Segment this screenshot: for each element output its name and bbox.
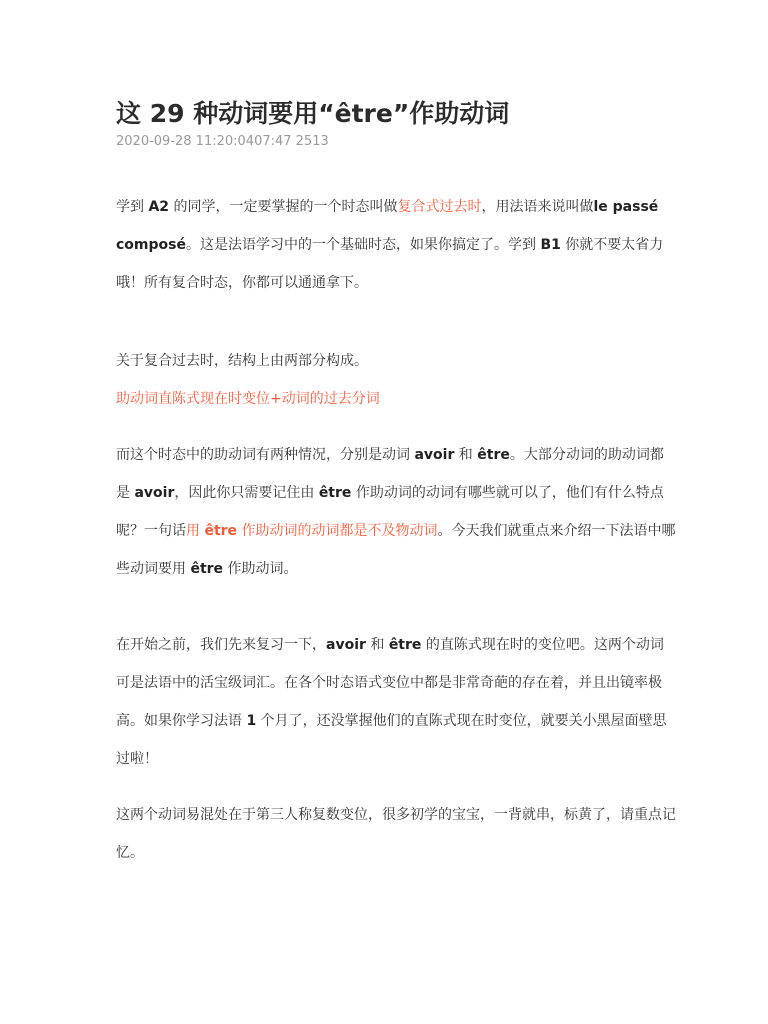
article-title: 这 29 种动词要用“être”作助动词: [116, 99, 510, 128]
term-avoir: avoir: [326, 637, 366, 653]
term-avoir: avoir: [414, 447, 455, 463]
text: ，用法语来说叫做: [481, 199, 594, 215]
level-b1: B1: [540, 237, 561, 253]
article-meta: 2020-09-28 11:20:0407:47 2513: [116, 134, 329, 149]
text: 和: [365, 637, 389, 653]
text: 。今天我们就重点来介绍一下法语中哪些动词要用: [116, 523, 676, 577]
text: 而这个时态中的助动词有两种情况，分别是动词: [116, 447, 415, 463]
term-etre: être: [388, 637, 422, 653]
text: 的直陈式现在时的变位吧。这两个动词可是法语中的活宝级词汇。在各个时态语式变位中都是非常奇葩的存在着，并且出镜率极高。如果你学习法语: [116, 637, 664, 729]
paragraph-note: 这两个动词易混处在于第三人称复数变位，很多初学的宝宝，一背就串，标黄了，请重点记忆。: [116, 807, 676, 861]
text: 在开始之前，我们先来复习一下，: [116, 637, 326, 653]
text: 作助动词。: [223, 561, 298, 577]
level-a2: A2: [148, 199, 170, 215]
term-avoir: avoir: [134, 485, 175, 501]
term-etre: être: [477, 447, 510, 463]
text: 学到: [116, 199, 149, 215]
text: 作助动词的动词都是不及物动词: [237, 523, 438, 539]
highlight-structure-formula: 助动词直陈式现在时变位+动词的过去分词: [116, 391, 380, 407]
text: 用: [186, 523, 205, 539]
term-etre: être: [318, 485, 352, 501]
paragraph-review: [116, 626, 676, 778]
paragraph-auxiliary: [116, 436, 676, 588]
text: 。这是法语学习中的一个基础时态，如果你搞定了。学到: [185, 237, 541, 253]
text: 和: [454, 447, 478, 463]
highlight-intransitive: [186, 523, 438, 539]
text: 的同学，一定要掌握的一个时态叫做: [169, 199, 398, 215]
text: 个月了，还没掌握他们的直陈式现在时变位，就要关小黑屋面壁思过啦！: [116, 713, 667, 767]
text: 。大部分动词的助动词都是: [116, 447, 664, 501]
text: 你就不要太省力哦！所有复合时态，你都可以通通拿下。: [116, 237, 664, 291]
term-etre: être: [190, 561, 224, 577]
text: ，因此你只需要记住由: [174, 485, 319, 501]
paragraph-structure: 关于复合过去时，结构上由两部分构成。: [116, 353, 368, 369]
number-one: 1: [246, 713, 257, 729]
text: 作助动词的动词有哪些就可以了，他们有什么特点呢？一句话: [116, 485, 664, 539]
paragraph-intro: [116, 188, 676, 302]
term-etre: être: [204, 523, 238, 539]
highlight-passe-compose-cn: 复合式过去时: [397, 199, 482, 215]
term-passe-compose: le passé composé: [116, 199, 659, 253]
